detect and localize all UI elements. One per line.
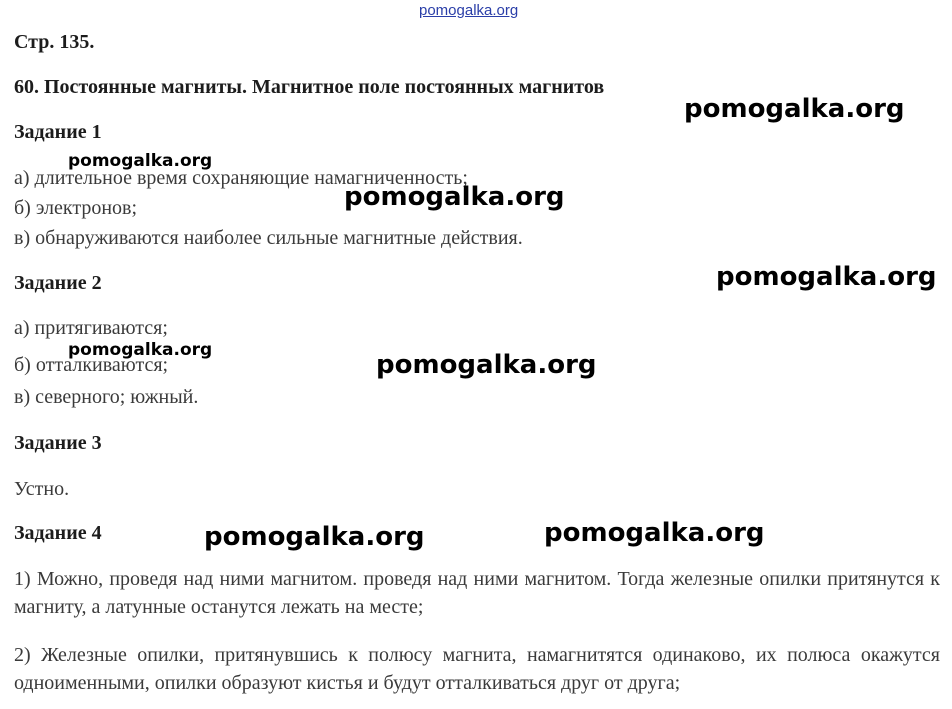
page-reference: Стр. 135.	[14, 31, 95, 53]
watermark: pomogalka.org	[68, 340, 213, 360]
task-1-answer-b: б) электронов;	[14, 197, 138, 219]
watermark: pomogalka.org	[68, 151, 213, 171]
task-3-heading: Задание 3	[14, 432, 102, 454]
task-1-answer-a: а) длительное время сохраняющие намагниченность;	[14, 167, 468, 189]
task-4-heading: Задание 4	[14, 522, 102, 544]
task-3-answer: Устно.	[14, 478, 70, 500]
task-1-answer-c: в) обнаруживаются наиболее сильные магнитные действия.	[14, 227, 523, 249]
task-2-answer-c: в) северного; южный.	[14, 386, 199, 408]
task-4-answer-1: 1) Можно, проведя над ними магнитом. проведя над ними магнитом. Тогда железные опилки притянутся к магниту, а латунные останутся лежать на месте;	[14, 568, 940, 618]
task-4-answer-2: 2) Железные опилки, притянувшись к полюсу магнита, намагнитятся одинаково, их полюса окажутся одноименными, опилки образуют кистья и будут отталкиваться друг от друга;	[14, 644, 940, 694]
top-watermark-link[interactable]: pomogalka.org	[419, 2, 519, 19]
watermark: pomogalka.org	[684, 94, 905, 124]
task-1-heading: Задание 1	[14, 121, 102, 143]
task-2-heading: Задание 2	[14, 272, 102, 294]
watermark: pomogalka.org	[376, 350, 597, 380]
watermark: pomogalka.org	[204, 522, 425, 552]
watermark: pomogalka.org	[344, 182, 565, 212]
task-2-answer-b: б) отталкиваются;	[14, 354, 169, 376]
task-2-answer-a: а) притягиваются;	[14, 317, 168, 339]
section-title: 60. Постоянные магниты. Магнитное поле постоянных магнитов	[14, 76, 605, 98]
watermark: pomogalka.org	[716, 262, 937, 292]
watermark: pomogalka.org	[544, 518, 765, 548]
